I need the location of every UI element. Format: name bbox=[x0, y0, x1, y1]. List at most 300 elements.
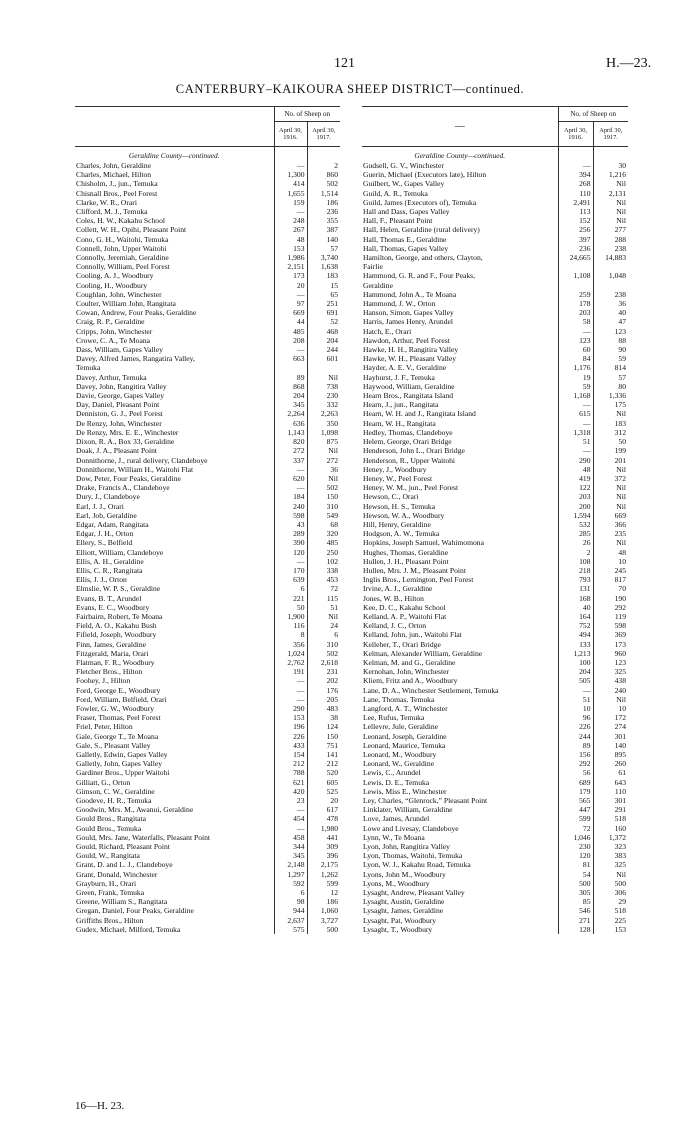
table-row bbox=[362, 198, 628, 207]
owner-name-cell: Grant, Donald, Winchester bbox=[76, 869, 158, 879]
sheep-1916-cell: 89 bbox=[274, 373, 307, 382]
sheep-1916-cell: 1,986 bbox=[274, 253, 307, 262]
sheep-1916-cell: 663 bbox=[274, 354, 307, 363]
table-row bbox=[362, 860, 628, 869]
sheep-1916-cell: 292 bbox=[558, 759, 593, 768]
table-row bbox=[362, 833, 628, 842]
sheep-1917-cell: 2,175 bbox=[307, 860, 340, 869]
sheep-1917-cell: 605 bbox=[307, 778, 340, 787]
sheep-1917-cell: 875 bbox=[307, 437, 340, 446]
table-row bbox=[75, 474, 340, 483]
sheep-1916-cell: 505 bbox=[558, 676, 593, 685]
table-row bbox=[362, 538, 628, 547]
sheep-1916-cell: 184 bbox=[274, 492, 307, 501]
table-row bbox=[75, 511, 340, 520]
table-row bbox=[75, 732, 340, 741]
sheep-1916-cell: 1,168 bbox=[558, 391, 593, 400]
owner-name-cell: Fifield, Joseph, Woodbury bbox=[76, 630, 157, 640]
owner-name-cell: Cowan, Andrew, Four Peaks, Geraldine bbox=[76, 308, 197, 318]
table-row bbox=[362, 474, 628, 483]
owner-name-cell: Hearn, W. H., Rangitata bbox=[363, 418, 436, 428]
owner-name-cell: Edgar, Adam, Rangitata bbox=[76, 519, 149, 529]
table-row bbox=[362, 658, 628, 667]
table-row bbox=[75, 299, 340, 308]
table-row bbox=[75, 750, 340, 759]
sheep-1917-cell: 72 bbox=[307, 584, 340, 593]
table-row bbox=[362, 557, 628, 566]
table-row bbox=[362, 778, 628, 787]
sheep-1916-cell: 159 bbox=[274, 198, 307, 207]
sheep-1916-cell: 98 bbox=[274, 897, 307, 906]
sheep-1916-cell: 113 bbox=[558, 207, 593, 216]
owner-name-cell: Harris, James Henry, Arundel bbox=[363, 317, 453, 327]
sheep-1917-cell: 738 bbox=[307, 382, 340, 391]
sheep-1916-cell: — bbox=[274, 686, 307, 695]
sheep-1917-cell: 47 bbox=[593, 317, 628, 326]
owner-name-cell: Lowe and Livesay, Clandeboye bbox=[363, 823, 459, 833]
sheep-1916-cell: 173 bbox=[274, 271, 307, 280]
sheep-1916-cell: 2,762 bbox=[274, 658, 307, 667]
sheep-1917-cell: 50 bbox=[593, 437, 628, 446]
owner-name-cell: Geraldine bbox=[363, 280, 393, 290]
owner-name-cell: Hall, Helen, Geraldine (rural delivery) bbox=[363, 225, 480, 235]
table-row bbox=[75, 327, 340, 336]
table-row bbox=[362, 529, 628, 538]
sheep-1916-cell bbox=[558, 262, 593, 271]
sheep-1917-cell: 292 bbox=[593, 603, 628, 612]
owner-name-cell: Love, James, Arundel bbox=[363, 814, 430, 824]
sheep-1916-cell: 84 bbox=[558, 354, 593, 363]
sheep-1916-cell: 598 bbox=[274, 511, 307, 520]
owner-name-cell: Hopkins, Joseph Samuel, Wahimomona bbox=[363, 538, 484, 548]
sheep-1916-cell: 56 bbox=[558, 768, 593, 777]
table-row bbox=[75, 492, 340, 501]
table-row bbox=[75, 354, 340, 363]
table-row bbox=[75, 557, 340, 566]
sheep-1917-cell: 70 bbox=[593, 584, 628, 593]
sheep-1917-cell: 355 bbox=[307, 216, 340, 225]
table-row bbox=[75, 824, 340, 833]
sheep-1917-cell: 29 bbox=[593, 897, 628, 906]
sheep-1916-cell: 868 bbox=[274, 382, 307, 391]
owner-name-cell: Davey, John, Rangitira Valley bbox=[76, 381, 167, 391]
sheep-1917-cell: 387 bbox=[307, 225, 340, 234]
sheep-1917-cell: 549 bbox=[307, 511, 340, 520]
table-row bbox=[362, 906, 628, 915]
sheep-1916-cell: 390 bbox=[274, 538, 307, 547]
sheep-1916-cell: 1,900 bbox=[274, 612, 307, 621]
sheep-1916-cell: — bbox=[274, 676, 307, 685]
sheep-1916-cell: — bbox=[558, 161, 593, 170]
owner-name-cell: Lewis, C., Arundel bbox=[363, 768, 421, 778]
table-row bbox=[75, 244, 340, 253]
owner-name-cell: Hearn, J., jun., Rangitata bbox=[363, 400, 439, 410]
sheep-1916-cell: 793 bbox=[558, 575, 593, 584]
sheep-1917-cell: 102 bbox=[307, 557, 340, 566]
owner-name-cell: Hughes, Thomas, Geraldine bbox=[363, 547, 449, 557]
sheep-1916-cell: 305 bbox=[558, 888, 593, 897]
owner-name-cell: Heney, J., Woodbury bbox=[363, 464, 427, 474]
owner-name-cell: Gould, Mrs. Jane, Waterfalls, Pleasant Point bbox=[76, 832, 211, 842]
owner-name-cell: Leonard, W., Geraldine bbox=[363, 759, 435, 769]
sheep-1916-cell: 2,637 bbox=[274, 916, 307, 925]
sheep-count-group-header: No. of Sheep on bbox=[274, 107, 340, 122]
sheep-1916-cell: 50 bbox=[274, 603, 307, 612]
sheep-1917-cell: 277 bbox=[593, 225, 628, 234]
sheep-1917-cell: 310 bbox=[307, 640, 340, 649]
owner-name-cell: Cooling, A. J., Woodbury bbox=[76, 271, 154, 281]
sheep-1916-cell: 164 bbox=[558, 612, 593, 621]
table-row bbox=[75, 796, 340, 805]
table-row bbox=[362, 520, 628, 529]
sheep-1917-cell: 251 bbox=[307, 299, 340, 308]
sheep-1917-cell: 274 bbox=[593, 722, 628, 731]
page-title: CANTERBURY–KAIKOURA SHEEP DISTRICT—continued. bbox=[175, 82, 525, 96]
table-row bbox=[75, 538, 340, 547]
owner-name-cell: Lysaght, James, Geraldine bbox=[363, 906, 444, 916]
table-row bbox=[75, 336, 340, 345]
owner-name-cell: Ley, Charles, “Glenrock,” Pleasant Point bbox=[363, 796, 488, 806]
sheep-1916-cell: 546 bbox=[558, 906, 593, 915]
table-row bbox=[75, 842, 340, 851]
owner-name-cell: Coughlan, John, Winchester bbox=[76, 289, 162, 299]
owner-name-cell: Grant, D. and L. J., Clandeboye bbox=[76, 860, 173, 870]
sheep-1917-cell: 301 bbox=[593, 796, 628, 805]
sheep-1916-cell: — bbox=[274, 207, 307, 216]
name-column-header: — bbox=[362, 107, 558, 147]
sheep-1916-cell: 1,143 bbox=[274, 428, 307, 437]
sheep-1917-cell: 24 bbox=[307, 621, 340, 630]
sheep-1917-cell: Nil bbox=[593, 695, 628, 704]
owner-name-cell: Ellis, J. J., Orton bbox=[76, 575, 127, 585]
owner-name-cell: Gould Bros., Rangitata bbox=[76, 814, 147, 824]
sheep-1916-cell: 267 bbox=[274, 225, 307, 234]
table-row bbox=[75, 308, 340, 317]
sheep-1917-cell: 212 bbox=[307, 759, 340, 768]
sheep-1917-cell: 960 bbox=[593, 649, 628, 658]
sheep-1916-cell: 40 bbox=[558, 603, 593, 612]
sheep-1916-cell: 54 bbox=[558, 870, 593, 879]
table-row bbox=[362, 575, 628, 584]
sheep-1916-cell: 100 bbox=[558, 658, 593, 667]
table-row bbox=[362, 722, 628, 731]
owner-name-cell: Fairbairn, Robert, Te Moana bbox=[76, 611, 163, 621]
table-row bbox=[362, 299, 628, 308]
table-row bbox=[75, 759, 340, 768]
table-row bbox=[362, 768, 628, 777]
sheep-1917-cell: 57 bbox=[307, 244, 340, 253]
table-row bbox=[75, 787, 340, 796]
table-row bbox=[75, 456, 340, 465]
table-row bbox=[75, 925, 340, 934]
table-row bbox=[362, 732, 628, 741]
table-row bbox=[75, 888, 340, 897]
owner-name-cell: Lysaght, T., Woodbury bbox=[363, 924, 433, 934]
owner-name-cell: Leonard, M., Woodbury bbox=[363, 750, 437, 759]
sheep-1916-cell: 1,318 bbox=[558, 428, 593, 437]
sheep-1917-cell: 325 bbox=[593, 860, 628, 869]
sheep-1916-cell: 122 bbox=[558, 483, 593, 492]
sheep-1917-cell: 751 bbox=[307, 741, 340, 750]
section-heading: Geraldine County—continued. bbox=[128, 151, 220, 160]
owner-name-cell: Kelman, M. and G., Geraldine bbox=[363, 657, 456, 667]
sheep-1917-cell: 160 bbox=[593, 824, 628, 833]
owner-name-cell: Clifford, M. J., Temuka bbox=[76, 207, 148, 217]
sheep-1916-cell: 1,046 bbox=[558, 833, 593, 842]
sheep-1916-cell: 178 bbox=[558, 299, 593, 308]
owner-name-cell: Lyon, W. J., Kakahu Road, Temuka bbox=[363, 860, 471, 870]
sheep-1917-cell: 173 bbox=[593, 640, 628, 649]
name-column-header bbox=[75, 107, 274, 147]
table-row bbox=[362, 235, 628, 244]
sheep-1917-cell: 372 bbox=[593, 474, 628, 483]
sheep-1916-cell: 290 bbox=[274, 704, 307, 713]
left-column bbox=[75, 106, 340, 934]
sheep-1916-cell: — bbox=[274, 290, 307, 299]
table-row bbox=[362, 161, 628, 170]
sheep-1917-cell: 1,514 bbox=[307, 189, 340, 198]
table-row bbox=[75, 603, 340, 612]
table-row bbox=[362, 851, 628, 860]
sheep-1916-cell: 248 bbox=[274, 216, 307, 225]
sheep-1917-cell: 502 bbox=[307, 649, 340, 658]
sheep-1916-cell: 120 bbox=[558, 851, 593, 860]
sheep-1916-cell: 1,213 bbox=[558, 649, 593, 658]
sheep-1917-cell: 301 bbox=[593, 732, 628, 741]
sheep-1917-cell: 244 bbox=[307, 345, 340, 354]
sheep-1917-cell: 1,262 bbox=[307, 870, 340, 879]
sheep-1917-cell: Nil bbox=[593, 179, 628, 188]
sheep-1916-cell: 944 bbox=[274, 906, 307, 915]
table-row bbox=[362, 391, 628, 400]
owner-name-cell: Hawke, H. H., Rangitira Valley bbox=[363, 345, 459, 355]
owner-name-cell: Irvine, A. J., Geraldine bbox=[363, 584, 433, 594]
sheep-1916-cell: 96 bbox=[558, 713, 593, 722]
col-1916-header: April 30, 1916. bbox=[274, 122, 307, 147]
table-row bbox=[362, 271, 628, 280]
owner-name-cell: Lane, D. A., Winchester Settlement, Temuka bbox=[363, 685, 499, 695]
sheep-1916-cell: 433 bbox=[274, 741, 307, 750]
sheep-1916-cell: 345 bbox=[274, 851, 307, 860]
sheep-1917-cell: Nil bbox=[593, 216, 628, 225]
table-row bbox=[362, 667, 628, 676]
sheep-1917-cell: 68 bbox=[307, 520, 340, 529]
owner-name-cell: Temuka bbox=[76, 363, 101, 373]
sheep-1917-cell: 183 bbox=[593, 419, 628, 428]
table-row bbox=[75, 317, 340, 326]
sheep-1916-cell: 485 bbox=[274, 327, 307, 336]
right-column bbox=[362, 106, 628, 934]
sheep-1917-cell: 288 bbox=[593, 235, 628, 244]
sheep-1917-cell: 478 bbox=[307, 814, 340, 823]
owner-name-cell: Chisnall Bros., Peel Forest bbox=[76, 188, 158, 198]
sheep-1917-cell: 236 bbox=[307, 207, 340, 216]
sheep-1916-cell: 621 bbox=[274, 778, 307, 787]
sheep-1916-cell: 156 bbox=[558, 750, 593, 759]
table-row bbox=[362, 216, 628, 225]
table-row bbox=[75, 649, 340, 658]
sheep-1916-cell: 1,655 bbox=[274, 189, 307, 198]
sheep-1916-cell: 72 bbox=[558, 824, 593, 833]
table-row bbox=[362, 630, 628, 639]
table-row bbox=[75, 437, 340, 446]
owner-name-cell: Lyon, Thomas, Waitohi, Temuka bbox=[363, 851, 463, 861]
owner-name-cell: Earl, Job, Geraldine bbox=[76, 510, 137, 520]
sheep-1917-cell: 12 bbox=[307, 888, 340, 897]
table-row bbox=[362, 741, 628, 750]
owner-name-cell: Hewson, H. S., Temuka bbox=[363, 501, 436, 511]
owner-name-cell: Galletly, Edwin, Gapes Valley bbox=[76, 750, 168, 759]
sheep-1916-cell: 752 bbox=[558, 621, 593, 630]
sheep-1916-cell: 494 bbox=[558, 630, 593, 639]
sheep-1917-cell: 2,263 bbox=[307, 409, 340, 418]
sheep-1917-cell: Nil bbox=[593, 207, 628, 216]
sheep-1916-cell: 1,176 bbox=[558, 363, 593, 372]
sheep-1916-cell: 51 bbox=[558, 695, 593, 704]
sheep-1916-cell: — bbox=[274, 345, 307, 354]
table-row bbox=[75, 695, 340, 704]
sheep-1917-cell: 150 bbox=[307, 732, 340, 741]
owner-name-cell: Ellis, C. R., Rangitata bbox=[76, 565, 143, 575]
table-row bbox=[362, 879, 628, 888]
sheep-1917-cell: 172 bbox=[593, 713, 628, 722]
owner-name-cell: Ford, William, Belfield, Orari bbox=[76, 694, 167, 704]
sheep-1917-cell: Nil bbox=[307, 446, 340, 455]
table-row bbox=[362, 566, 628, 575]
owner-name-cell: Kelleher, T., Orari Bridge bbox=[363, 639, 441, 649]
sheep-1917-cell: 123 bbox=[593, 327, 628, 336]
table-row bbox=[75, 851, 340, 860]
sheep-1916-cell: 290 bbox=[558, 456, 593, 465]
table-row bbox=[75, 198, 340, 207]
sheep-1916-cell: 204 bbox=[274, 391, 307, 400]
table-row bbox=[362, 400, 628, 409]
sheep-1916-cell: 6 bbox=[274, 584, 307, 593]
sheep-1916-cell: 575 bbox=[274, 925, 307, 934]
owner-name-cell: Ford, George E., Woodbury bbox=[76, 685, 161, 695]
owner-name-cell: Lysaght, Pat, Woodbury bbox=[363, 915, 437, 925]
table-row bbox=[362, 336, 628, 345]
sheep-1917-cell: 36 bbox=[593, 299, 628, 308]
table-row bbox=[75, 916, 340, 925]
sheep-1917-cell: 61 bbox=[593, 768, 628, 777]
sheep-1917-cell: 483 bbox=[307, 704, 340, 713]
sheep-1917-cell: 245 bbox=[593, 566, 628, 575]
sheep-1916-cell: — bbox=[274, 161, 307, 170]
sheep-1916-cell: 85 bbox=[558, 897, 593, 906]
sheep-1916-cell: 268 bbox=[558, 179, 593, 188]
sheep-1916-cell: 170 bbox=[274, 566, 307, 575]
sheep-1917-cell: 323 bbox=[593, 842, 628, 851]
sheep-1916-cell: 689 bbox=[558, 778, 593, 787]
owner-name-cell: Gregan, Daniel, Four Peaks, Geraldine bbox=[76, 906, 194, 916]
owner-name-cell: Jones, W. B., Hilton bbox=[363, 593, 424, 603]
owner-name-cell: Hayder, A. E. V., Geraldine bbox=[363, 363, 447, 373]
sheep-1917-cell: 204 bbox=[307, 336, 340, 345]
owner-name-cell: Fitzgerald, Maria, Orari bbox=[76, 648, 149, 658]
table-row bbox=[75, 566, 340, 575]
sheep-1917-cell: 3,727 bbox=[307, 916, 340, 925]
owner-name-cell: Hall and Dass, Gapes Valley bbox=[363, 207, 450, 217]
owner-name-cell: Inglis Bros., Lemington, Peel Forest bbox=[363, 575, 474, 585]
owner-name-cell: Coulter, William John, Rangitata bbox=[76, 299, 176, 309]
sheep-1917-cell: 202 bbox=[307, 676, 340, 685]
owner-name-cell: Hayhurst, J. F., Temuka bbox=[363, 372, 435, 382]
owner-name-cell: Gudsell, G. V., Winchester bbox=[363, 161, 444, 170]
sheep-1916-cell: 244 bbox=[558, 732, 593, 741]
table-row bbox=[75, 373, 340, 382]
owner-name-cell: Cripps, John, Winchester bbox=[76, 326, 153, 336]
owner-name-cell: Davey, Arthur, Temuka bbox=[76, 372, 147, 382]
sheep-1917-cell: 36 bbox=[307, 465, 340, 474]
sheep-1916-cell: 89 bbox=[558, 741, 593, 750]
owner-name-cell: Kelland, J. C., Orton bbox=[363, 621, 427, 631]
sheep-1917-cell: 500 bbox=[593, 879, 628, 888]
table-row bbox=[362, 170, 628, 179]
owner-name-cell: Charles, Michael, Hilton bbox=[76, 170, 152, 180]
owner-name-cell: Kelland, A. P., Waitohi Flat bbox=[363, 611, 447, 621]
sheep-1917-cell: 332 bbox=[307, 400, 340, 409]
owner-name-cell: Dury, J., Clandeboye bbox=[76, 492, 140, 502]
sheep-1916-cell: 153 bbox=[274, 713, 307, 722]
sheep-1916-cell: 131 bbox=[558, 584, 593, 593]
sheep-1916-cell: 8 bbox=[274, 630, 307, 639]
sheep-1916-cell: 2,264 bbox=[274, 409, 307, 418]
owner-name-cell: Evans, B. T., Arundel bbox=[76, 593, 142, 603]
table-row bbox=[75, 778, 340, 787]
owner-name-cell: Day, Daniel, Pleasant Point bbox=[76, 400, 160, 410]
sheep-1917-cell: 598 bbox=[593, 621, 628, 630]
sheep-1917-cell: 502 bbox=[307, 179, 340, 188]
sheep-1917-cell: 1,098 bbox=[307, 428, 340, 437]
owner-name-cell: Finn, James, Geraldine bbox=[76, 639, 147, 649]
sheep-1917-cell: 110 bbox=[593, 787, 628, 796]
owner-name-cell: Lewis, Miss E., Winchester bbox=[363, 786, 447, 796]
sheep-1916-cell: 179 bbox=[558, 787, 593, 796]
sheep-1917-cell: 453 bbox=[307, 575, 340, 584]
sheep-1917-cell: 383 bbox=[593, 851, 628, 860]
table-row bbox=[75, 630, 340, 639]
table-row bbox=[362, 345, 628, 354]
sheep-1917-cell bbox=[593, 281, 628, 290]
table-row bbox=[75, 271, 340, 280]
table-row bbox=[75, 483, 340, 492]
owner-name-cell: Langford, A. T., Winchester bbox=[363, 703, 448, 713]
sheep-1916-cell: 639 bbox=[274, 575, 307, 584]
owner-name-cell: Lynn, W., Te Moana bbox=[363, 832, 425, 842]
table-row bbox=[75, 667, 340, 676]
table-row bbox=[362, 676, 628, 685]
owner-name-cell: Evans, E. C., Woodbury bbox=[76, 602, 150, 612]
owner-name-cell: Hullen, J. H., Pleasant Point bbox=[363, 556, 449, 566]
owner-name-cell: Hatch, E., Orari bbox=[363, 326, 412, 336]
table-row bbox=[75, 428, 340, 437]
owner-name-cell: Fraser, Thomas, Peel Forest bbox=[76, 713, 161, 723]
sheep-1917-cell: 88 bbox=[593, 336, 628, 345]
owner-name-cell: Hill, Henry, Geraldine bbox=[363, 519, 431, 529]
sheep-1916-cell: 458 bbox=[274, 833, 307, 842]
sheep-1916-cell: 60 bbox=[558, 345, 593, 354]
sheep-1916-cell: 19 bbox=[558, 373, 593, 382]
sheep-1916-cell: — bbox=[558, 686, 593, 695]
owner-name-cell: Guild, A. R., Temuka bbox=[363, 188, 428, 198]
sheep-1917-cell: Nil bbox=[593, 409, 628, 418]
table-row bbox=[362, 262, 628, 271]
sheep-1916-cell: 337 bbox=[274, 456, 307, 465]
owner-name-cell: Friel, Peter, Hilton bbox=[76, 722, 133, 732]
owner-name-cell: Fletcher Bros., Hilton bbox=[76, 667, 143, 677]
owner-name-cell: Chisholm, J., jun., Temuka bbox=[76, 179, 158, 189]
